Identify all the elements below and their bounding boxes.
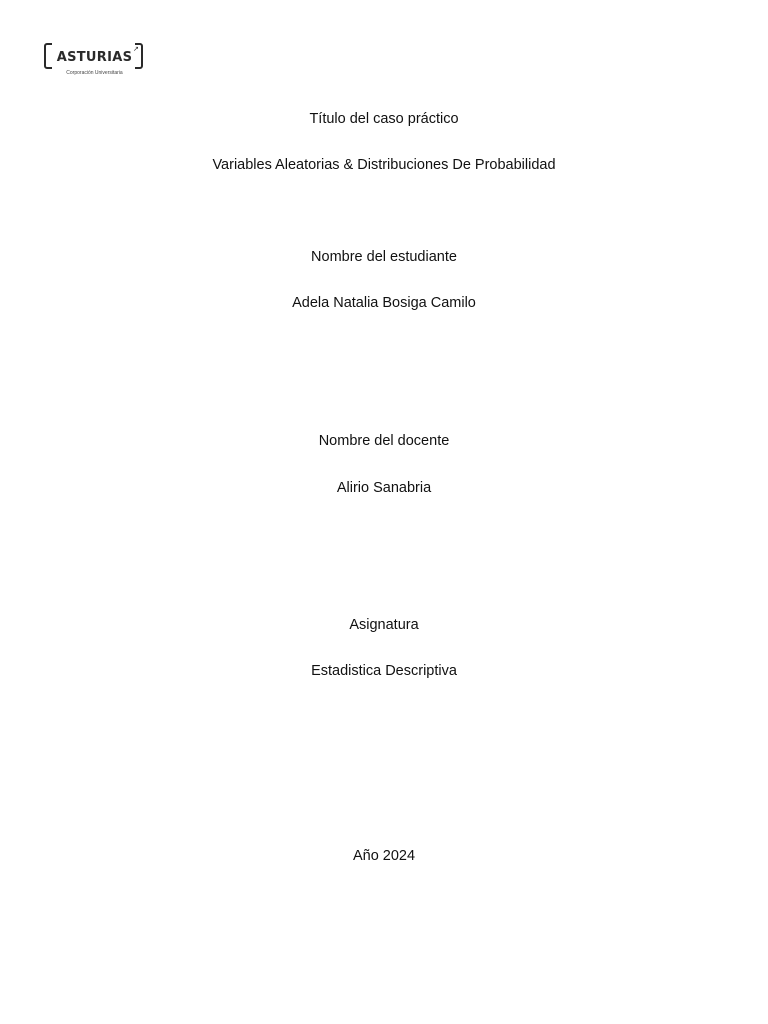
logo-wordmark: ASTURIAS (56, 50, 133, 65)
student-name-label: Nombre del estudiante (311, 249, 457, 265)
student-name-value: Adela Natalia Bosiga Camilo (292, 295, 476, 311)
subject-label: Asignatura (349, 617, 419, 633)
arrow-up-right-icon: ↗ (133, 46, 139, 53)
teacher-name-value: Alirio Sanabria (336, 480, 432, 496)
teacher-name-label: Nombre del docente (318, 433, 450, 449)
university-logo (44, 43, 145, 89)
subject-value: Estadistica Descriptiva (311, 663, 457, 679)
year-text: Año 2024 (352, 848, 416, 864)
logo-subtitle: Corporación Universitaria (66, 70, 123, 76)
case-title-label: Título del caso práctico (309, 111, 459, 127)
case-title-value: Variables Aleatorias & Distribuciones De Probabilidad (212, 157, 556, 173)
